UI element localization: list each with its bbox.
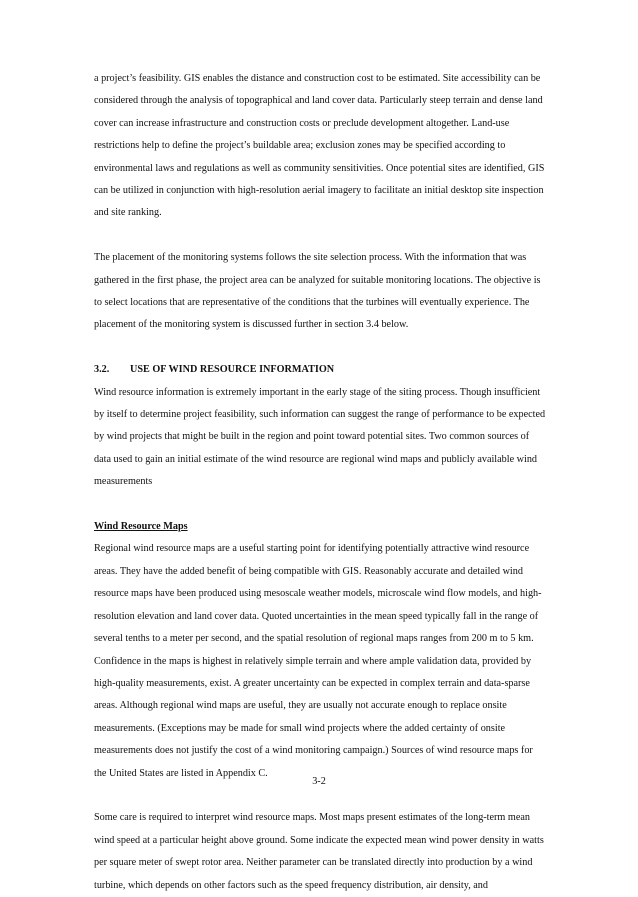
section-title: USE OF WIND RESOURCE INFORMATION [130, 364, 335, 376]
paragraph-wind-resource-info: Wind resource information is extremely important in the early stage of the siting process. Though insufficient by itself to determine project feasibility, such information can suggest the range of performance to be expected by wind projects that might be built in the region and point toward potential sites. Two common sources of data used to gain an initial estimate of the wind resource are regional wind maps and publicly available wind measurements [94, 386, 546, 488]
section-heading [94, 359, 546, 381]
paragraph-interpret-maps: Some care is required to interpret wind resource maps. Most maps present estimates of the long-term mean wind speed at a particular height above ground. Some indicate the expected mean wind power density in watts per square meter of swept rotor area. Neither parameter can be translated directly into production by a wind turbine, which depends on other factors such as the speed frequency distribution, air density, and [94, 812, 544, 891]
paragraph-monitoring-placement: The placement of the monitoring systems follows the site selection process. With the information that was gathered in the first phase, the project area can be analyzed for suitable monitoring locations. The objective is to select locations that are representative of the conditions that the turbines will eventually experience. The placement of the monitoring system is discussed further in section 3.4 below. [94, 252, 541, 331]
paragraph-site-feasibility: a project’s feasibility. GIS enables the distance and construction cost to be estimated. Site accessibility can be considered through the analysis of topographical and land cover data. Particularly steep terrain and dense land cover can increase infrastructure and construction costs or preclude development altogether. Land-use restrictions help to define the project’s buildable area; exclusion zones may be specified according to environmental laws and regulations as well as community sensitivities. Once potential sites are identified, GIS can be utilized in conjunction with high-resolution aerial imagery to facilitate an initial desktop site inspection and site ranking. [94, 73, 545, 219]
subheading-wind-resource-maps: Wind Resource Maps [94, 521, 188, 533]
paragraph-regional-maps: Regional wind resource maps are a useful starting point for identifying potentially attractive wind resource areas. They have the added benefit of being compatible with GIS. Reasonably accurate and detailed wind resource maps have been produced using mesoscale weather models, microscale wind flow models, and high-resolution elevation and land cover data. Quoted uncertainties in the mean speed typically fall in the range of several tenths to a meter per second, and the spatial resolution of regional maps ranges from 200 m to 5 km. Confidence in the maps is highest in relatively simple terrain and where ample validation data, provided by high-quality measurements, exist. A greater uncertainty can be expected in complex terrain and data-sparse areas. Although regional wind maps are useful, they are usually not accurate enough to replace onsite measurements. (Exceptions may be made for small wind projects where the added certainty of onsite measurements does not justify the cost of a wind monitoring campaign.) Sources of wind resource maps for the United States are listed in Appendix C. [94, 543, 542, 779]
page-body [94, 68, 546, 897]
page-number: 3-2 [312, 776, 326, 787]
section-number: 3.2. [94, 364, 110, 376]
